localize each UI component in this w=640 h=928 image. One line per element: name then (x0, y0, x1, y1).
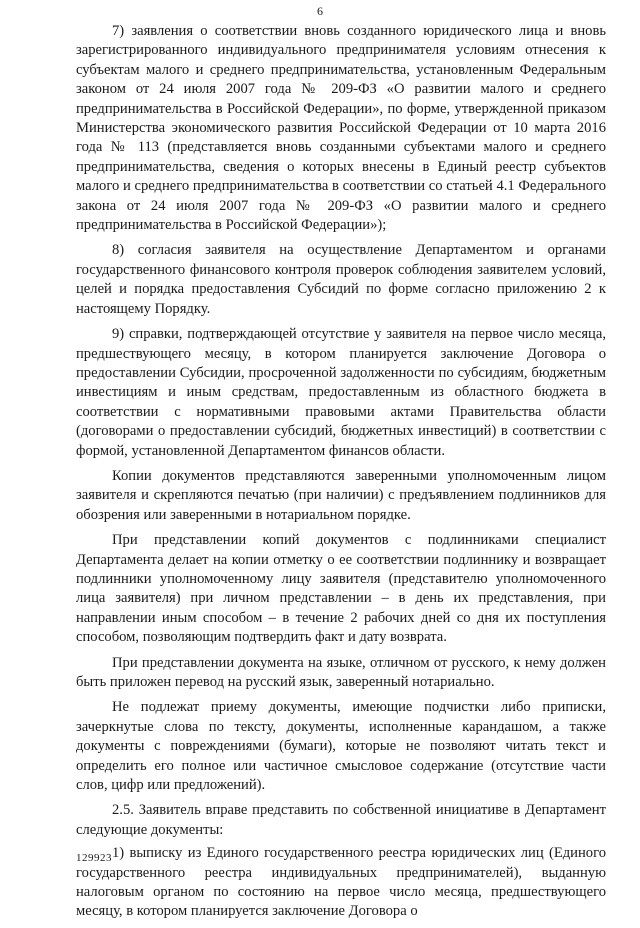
paragraph-section-2-5: 2.5. Заявитель вправе представить по собственной инициативе в Департамент следующие документы: (76, 802, 606, 838)
paragraph-copies: Копии документов представляются заверенными уполномоченным лицом заявителя и скрепляются печатью (при наличии) с предъявлением подлинников для обозрения или заверенными в нотариальном порядке. (76, 467, 606, 523)
document-body (76, 22, 606, 928)
document-code: 129923 (76, 852, 112, 864)
paragraph-item-1-extract: 1) выписку из Единого государственного реестра юридических лиц (Единого государственного реестра индивидуальных предпринимателей), выданную налоговым органом по состоянию на первое число месяца, предшествующего месяцу, в котором планируется заключение Договора о (76, 845, 606, 920)
paragraph-item-9: 9) справки, подтверждающей отсутствие у заявителя на первое число месяца, предшествующего месяцу, в котором планируется заключение Договора о предоставлении Субсидии, просроченной задолженности по субсидиям, бюджетным инвестициям и иным средствам, предоставленным из областного бюджета в соответствии с нормативными правовыми актами Правительства области (договорами о предоставлении субсидий, бюджетных инвестиций) в соответствии с формой, установленной Департаментом финансов области. (76, 326, 606, 459)
paragraph-item-8: 8) согласия заявителя на осуществление Департаментом и органами государственного финансового контроля проверок соблюдения заявителем условий, целей и порядка предоставления Субсидий по форме согласно приложению 2 к настоящему Порядку. (76, 242, 606, 317)
paragraph-translation: При представлении документа на языке, отличном от русского, к нему должен быть приложен перевод на русский язык, заверенный нотариально. (76, 654, 606, 690)
page-number: 6 (317, 4, 323, 18)
paragraph-originals: При представлении копий документов с подлинниками специалист Департамента делает на копии отметку о ее соответствии подлиннику и возвращает подлинники уполномоченному лицу заявителя (представителю уполномоченного лица заявителя) при личном представлении – в день их представления, при направлении иным способом – в течение 2 рабочих дней со дня их поступления способом, позволяющим подтвердить факт и дату возврата. (76, 532, 606, 646)
paragraph-rejected-documents: Не подлежат приему документы, имеющие подчистки либо приписки, зачеркнутые слова по тексту, документы, исполненные карандашом, а также документы с повреждениями (бумаги), которые не позволяют читать текст и определить его полное или частичное смысловое содержание (отсутствие части слов, цифр или предложений). (76, 699, 606, 794)
paragraph-item-7: 7) заявления о соответствии вновь созданного юридического лица и вновь зарегистрированного индивидуального предпринимателя условиям отнесения к субъектам малого и среднего предпринимательства, установленным Федеральным законом от 24 июля 2007 года № 209-ФЗ «О развитии малого и среднего предпринимательства в Российской Федерации», по форме, утвержденной приказом Министерства экономического развития Российской Федерации от 10 марта 2016 года № 113 (представляется вновь созданными субъектами малого и среднего предпринимательства, сведения о которых внесены в Единый реестр субъектов малого и среднего предпринимательства в соответствии со статьей 4.1 Федерального закона от 24 июля 2007 года № 209-ФЗ «О развитии малого и среднего предпринимательства в Российской Федерации»); (76, 23, 606, 234)
